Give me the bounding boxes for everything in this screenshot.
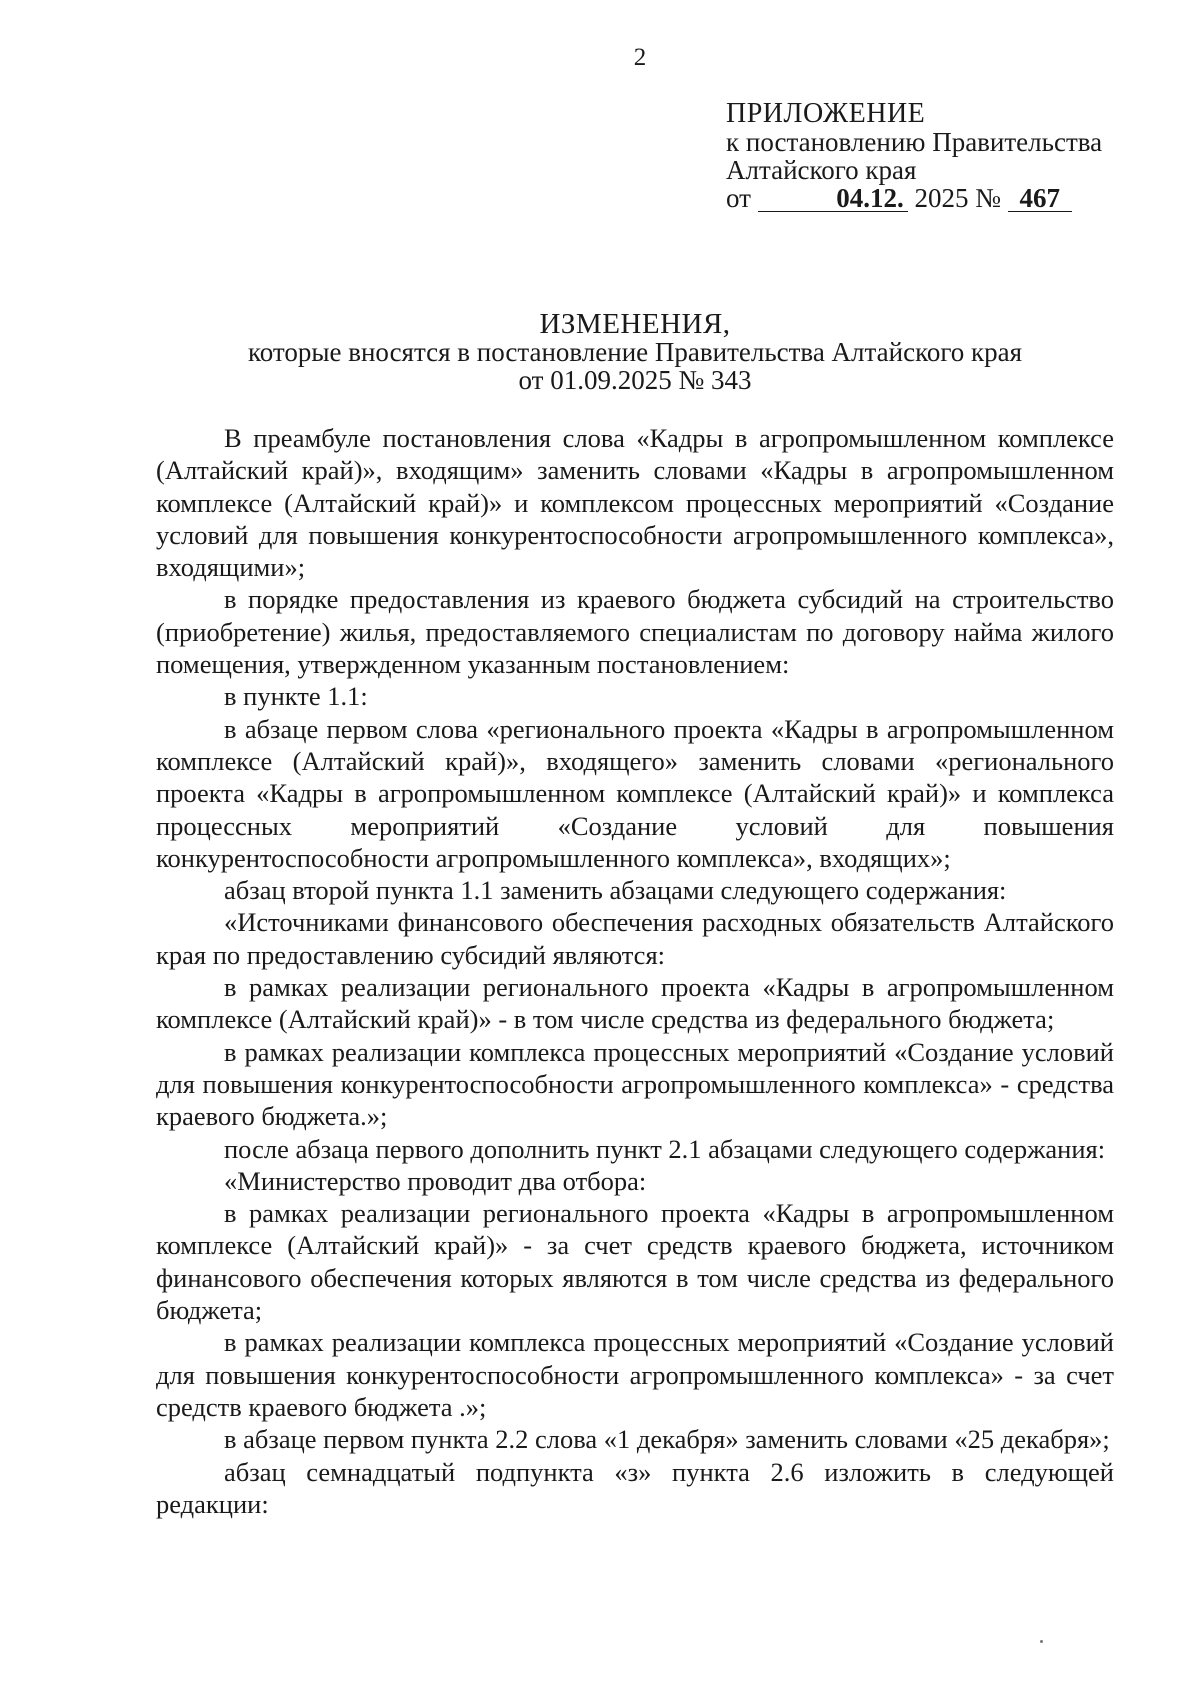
year-label: 2025 № xyxy=(914,183,1001,213)
appendix-heading: ПРИЛОЖЕНИЕ xyxy=(726,98,926,129)
paragraph: в рамках реализации регионального проекта «Кадры в агропромышленном комплексе (Алтайский край)» - в том числе средства из федерального бюджета; xyxy=(156,972,1114,1035)
paragraph: в рамках реализации комплекса процессных мероприятий «Создание условий для повышения конкурентоспособности агропромышленного комплекса» - за счет средств краевого бюджета .»; xyxy=(156,1327,1114,1422)
appendix-line-2: Алтайского края xyxy=(726,155,917,185)
page-number: 2 xyxy=(633,44,647,71)
paragraph: абзац второй пункта 1.1 заменить абзацами следующего содержания: xyxy=(224,875,1007,906)
paragraph: в абзаце первом пункта 2.2 слова «1 декабря» заменить словами «25 декабря»; xyxy=(224,1424,1110,1455)
paragraph: в пункте 1.1: xyxy=(224,681,368,712)
document-title: ИЗМЕНЕНИЯ, xyxy=(539,308,731,340)
appendix-line-1: к постановлению Правительства xyxy=(726,127,1103,157)
document-subtitle-1: которые вносятся в постановление Правительства Алтайского края xyxy=(247,337,1022,367)
paragraph: «Министерство проводит два отбора: xyxy=(224,1165,647,1196)
appendix-block xyxy=(726,100,1102,212)
paragraph: в рамках реализации комплекса процессных мероприятий «Создание условий для повышения конкурентоспособности агропромышленного комплекса» - средства краевого бюджета.»; xyxy=(156,1036,1114,1132)
date-prefix: от xyxy=(726,183,751,213)
paragraph: «Источниками финансового обеспечения расходных обязательств Алтайского края по предоставлению субсидий являются: xyxy=(156,907,1114,970)
number-field: 467 xyxy=(1008,185,1072,212)
document-subtitle-2: от 01.09.2025 № 343 xyxy=(518,365,752,395)
paragraph: В преамбуле постановления слова «Кадры в агропромышленном комплексе (Алтайский край)», входящим» заменить словами «Кадры в агропромышленном комплексе (Алтайский край)» и комплексом процессных мероприятий «Создание условий для повышения конкурентоспособности агропромышленного комплекса», входящими»; xyxy=(156,423,1114,583)
document-title-block xyxy=(150,310,1120,394)
paragraph: после абзаца первого дополнить пункт 2.1 абзацами следующего содержания: xyxy=(224,1133,1106,1164)
paragraph: в порядке предоставления из краевого бюджета субсидий на строительство (приобретение) жилья, предоставляемого специалистам по договору найма жилого помещения, утвержденном указанным постановлением: xyxy=(156,584,1114,680)
appendix-date-line xyxy=(726,184,1102,212)
date-field: 04.12. xyxy=(758,185,908,212)
scan-speck xyxy=(1040,1640,1043,1643)
paragraph: абзац семнадцатый подпункта «з» пункта 2.6 изложить в следующей редакции: xyxy=(156,1456,1114,1519)
paragraph: в абзаце первом слова «регионального проекта «Кадры в агропромышленном комплексе (Алтайский край)», входящего» заменить словами «регионального проекта «Кадры в агропромышленном комплексе (Алтайский край)» и комплекса процессных мероприятий «Создание условий для повышения конкурентоспособности агропромышленного комплекса», входящих»; xyxy=(156,713,1114,873)
document-body xyxy=(156,422,1114,1520)
paragraph: в рамках реализации регионального проекта «Кадры в агропромышленном комплексе (Алтайский край)» - за счет средств краевого бюджета, источником финансового обеспечения которых являются в том числе средства из федерального бюджета; xyxy=(156,1198,1114,1326)
